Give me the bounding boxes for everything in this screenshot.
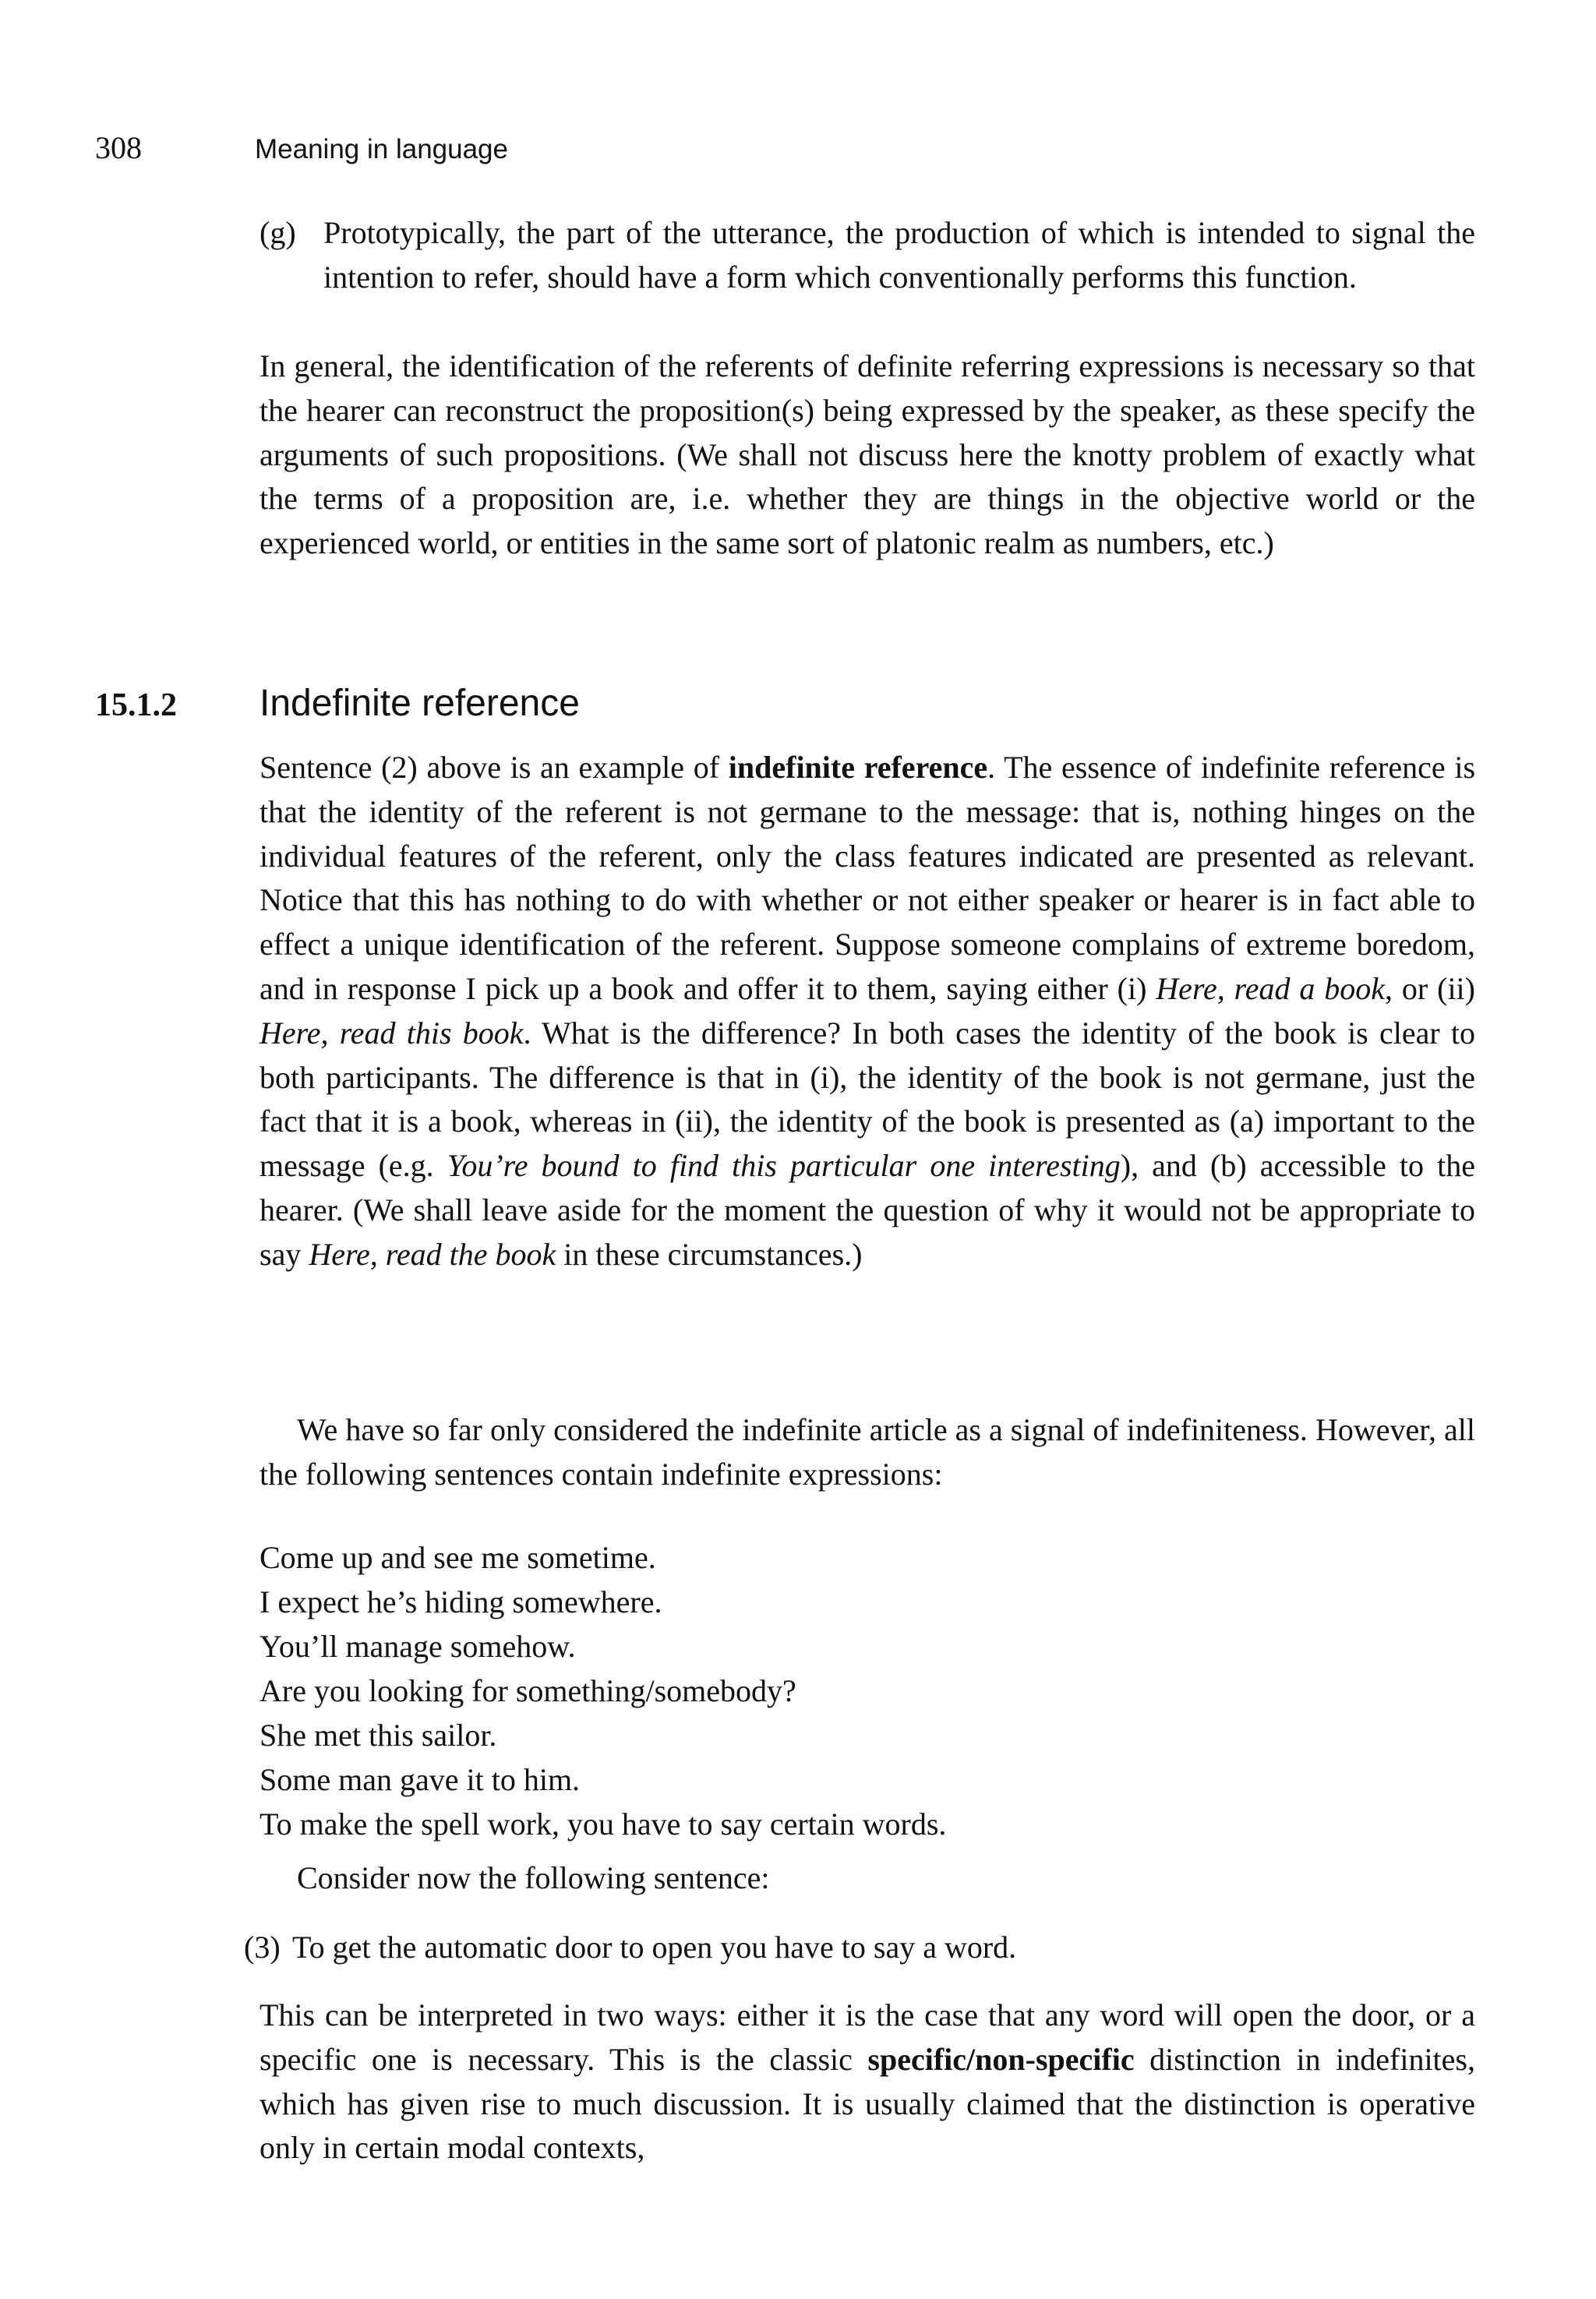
list-item-text: Prototypically, the part of the utterance, the production of which is intended to signal the intention to refer, should have a form which conventionally performs this function. xyxy=(323,215,1475,295)
text-run: . What is the difference? In both cases the identity of the book is clear to both participants. The difference is that in (i), the identity of the book is not germane, just the fact that it is a book, whereas in (ii), the identity of the book is presented as (a) important to the message (e.g. xyxy=(260,1015,1475,1184)
section-number: 15.1.2 xyxy=(95,687,177,723)
text-run: ), and (b) accessible to the hearer. (We shall leave aside for the moment the question of why it would not be appropriate to say xyxy=(260,1148,1475,1272)
running-head xyxy=(95,129,508,176)
text-run: . The essence of indefinite reference is that the identity of the referent is not germane to the message: that is, nothing hinges on the individual features of the referent, only the class features indicated are presented as relevant. Notice that this has nothing to do with whether or not either speaker or hearer is in fact able to effect a unique identification of the referent. Suppose someone complains of extreme boredom, and in response I pick up a book and offer it to them, saying either (i) xyxy=(260,750,1476,1006)
italic-example: Here, read this book xyxy=(260,1015,524,1051)
paragraph-indefinite-reference xyxy=(260,746,1475,1277)
text-run: , or (ii) xyxy=(1385,970,1475,1006)
example-sentence: To make the spell work, you have to say certain words. xyxy=(260,1806,947,1842)
bold-term: specific/non-specific xyxy=(867,2041,1135,2077)
example-3 xyxy=(244,1925,1475,1969)
paragraph-consider: Consider now the following sentence: xyxy=(297,1860,770,1895)
bold-term: indefinite reference xyxy=(728,750,988,785)
paragraph-indefinite-expressions: We have so far only considered the indefinite article as a signal of indefiniteness. However, all the following sentences contain indefinite expressions: xyxy=(260,1412,1475,1492)
example-sentence: Are you looking for something/somebody? xyxy=(260,1673,796,1708)
example-list xyxy=(260,1535,1475,1846)
text-run: distinction in indefinites, which has given rise to much discussion. It is usually claimed that the distinction is operative only in certain modal contexts, xyxy=(260,2041,1475,2166)
italic-example: Here, read a book xyxy=(1156,970,1386,1006)
text-run: This can be interpreted in two ways: either it is the case that any word will open the door, or a specific one is necessary. This is the classic xyxy=(260,1997,1475,2077)
section-heading xyxy=(95,682,580,736)
example-sentence: I expect he’s hiding somewhere. xyxy=(260,1584,662,1619)
example-text: To get the automatic door to open you have to say a word. xyxy=(292,1930,1017,1965)
text-run: in these circumstances.) xyxy=(556,1236,863,1272)
example-sentence: Come up and see me sometime. xyxy=(260,1540,656,1575)
section-title: Indefinite reference xyxy=(260,683,580,724)
running-title: Meaning in language xyxy=(255,134,508,164)
italic-example: Here, read the book xyxy=(309,1236,556,1272)
list-item-g xyxy=(260,210,1475,299)
page-number: 308 xyxy=(95,130,142,165)
example-number: (3) xyxy=(244,1930,281,1965)
paragraph-definite-referents: In general, the identification of the referents of definite referring expressions is necessary so that the hearer can reconstruct the proposition(s) being expressed by the speaker, as these specify the arguments of such propositions. (We shall not discuss here the knotty problem of exactly what the terms of a proposition are, i.e. whether they are things in the objective world or the experienced world, or entities in the same sort of platonic realm as numbers, etc.) xyxy=(260,348,1475,561)
example-sentence: Some man gave it to him. xyxy=(260,1762,581,1797)
paragraph-specific-nonspecific xyxy=(260,1994,1475,2170)
list-item-label: (g) xyxy=(260,215,296,250)
example-sentence: She met this sailor. xyxy=(260,1718,497,1753)
italic-example: You’re bound to find this particular one interesting xyxy=(447,1148,1121,1184)
example-sentence: You’ll manage somehow. xyxy=(260,1629,576,1664)
text-run: Sentence (2) above is an example of xyxy=(260,750,729,785)
